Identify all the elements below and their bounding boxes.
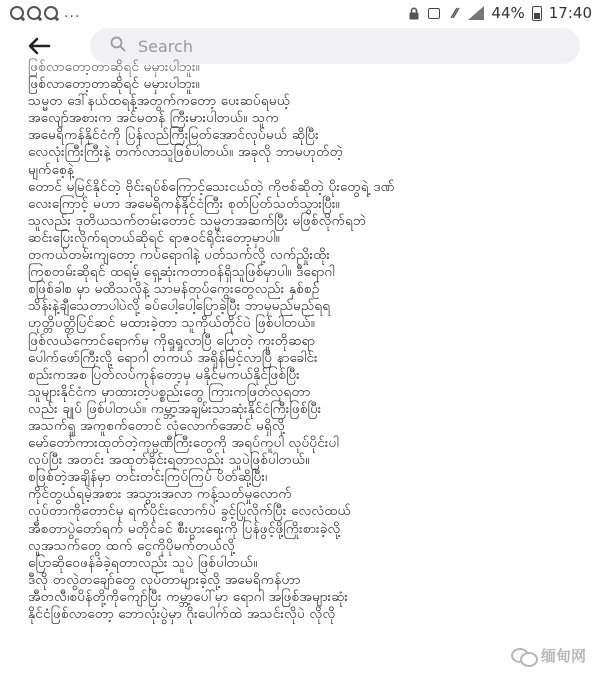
vibrate-icon [447, 6, 461, 20]
article-line: ဖြစ်လယ်ကောင်ရောက်မှ ကိုရှုရှုလာပြီ ပြောတဲ့ ကူးတိုဆရာ [28, 332, 316, 349]
article-line: အီစတာပွဲတော်ရက် မတိုင်ခင် စီးပွားရေးကို ပြန်ဖွင့်ဖို့ကြိုးစားခဲ့လို့ [28, 520, 341, 537]
article-line: ဆင်းပြေးလိုက်ရတယ်ဆိုရင် ရာဇဝင်ရိုင်းတော့မှာပါ။ [28, 229, 280, 246]
article-line: လုပ်တာကိုတောင်မှ ရက်ပိုင်းလောက်ပဲ ခွင့်ပြုလိုက်ပြီး လေလံထယ် [28, 503, 352, 520]
article-line: လူအသက်တွေ ထက် ငွေကိုပိုမက်တယ်လို့ [28, 537, 235, 554]
article-line: မော်တော်ကားထုတ်တဲ့ကုမ္ပဏီကြီးတွေကို အရပ်ကူပါ လုပ်ပိုင်းပါ [28, 435, 339, 452]
article-line: လည်း ချုပ် ဖြစ်ပါတယ်။ ကမ္ဘာ့အချမ်းသာဆုံးနိုင်ငံကြီးဖြစ်ပြီး [28, 400, 322, 417]
article-body [28, 59, 573, 682]
article-line: ကိုင်တွယ်ရမဲ့အစား အသွားအလာ ကန့်သတ်မှုလောက် [28, 486, 292, 503]
article-line: ပြောဆိုဝေဖန်ခံခဲ့ရတာလည်း သူပဲ ဖြစ်ပါတယ်။ [28, 554, 258, 571]
signal-icon [468, 6, 484, 20]
battery-percent: 44% [491, 4, 525, 22]
article-line: ဒီလို တလွဲတချော်တွေ လုပ်တာများခဲ့လို့ အမေရိကန်ဟာ [28, 571, 301, 588]
status-bar [0, 0, 600, 26]
article-line: ဖြစ်လာတော့တာဆိုရင် မမှားပါဘူး။ [28, 59, 200, 75]
article-line: သူလည်း ဒုတိယသက်တမ်းတောင် သမ္မတအဆက်ပြီး မဖြစ်လိုက်ရဘဲ [28, 212, 367, 229]
article-line: သူများနိုင်ငံက မှာထားတဲ့ပစ္စည်းတွေ ကြားကဖြတ်လုရတာ [28, 383, 311, 400]
notification-q-icon [10, 6, 24, 20]
article-line: ဖြစ်လာတော့တာဆိုရင် မမှားပါဘူး။ [28, 76, 200, 93]
clock-time: 17:40 [548, 4, 592, 22]
article-line: ကြစတမ်းဆိုရင် ထရမ့် ရှေ့ဆုံးကတာဝန်ရှိသူဖြစ်မှာပါ။ ဒီရောဂါ [28, 264, 335, 281]
article-line: အီတလီ၊စပိန်တို့ကိုကျော်ပြီး ကမ္ဘာ့ပေါ်မှာ ရောဂါ အဖြစ်အများဆုံး [28, 588, 349, 605]
notification-q-icon [27, 6, 41, 20]
back-arrow-icon[interactable] [24, 34, 54, 58]
article-line: ပေါက်ဖော်ကြီးလို့ ရောဂါ တကယ် အရှိန်မြင့်လာပြီ နာခေါင်း [28, 349, 318, 366]
article-line: ဟုတ္တိပတ္တိပြင်ဆင် မထားခဲ့တာ သူကိုယ်တိုင်ပဲ ဖြစ်ပါတယ်။ [28, 315, 316, 332]
article-line: စဖြစ်တဲ့အချိန်မှာ တင်းတင်းကြပ်ကြပ် ပိတ်ဆို့ပြီး၊ [28, 469, 268, 486]
watermark-text: 缅甸网 [540, 647, 586, 665]
article-line: လေးကြောင့် မဟာ အမေရိကန်နိုင်ငံကြီး စုတ်ပြတ်သတ်သွားပြီး။ [28, 195, 340, 212]
article-line: စဖြစ်ခါစ မှာ မထိသလိုနဲ့ သာမန်တုပ်ကွေးတွေလည်း နှစ်စဉ် [28, 281, 320, 298]
article-line: လုပ်ပြီး အတင်း အထုတ်ခိုင်းရတာလည်း သူပဲဖြစ်ပါတယ်။ [28, 452, 310, 469]
more-notifications-indicator: ... [64, 5, 81, 21]
article-line: သမ္မတ ဒေါ်နယ်ထရန့်အတွက်ကတော့ ပေးဆပ်ရမယ့် [28, 93, 291, 110]
battery-icon [532, 6, 542, 21]
watermark-logo-icon [511, 646, 537, 666]
article-line: အသက်ရှူ အကူစက်တောင် လုံလောက်အောင် မရှိလို့ [28, 417, 285, 434]
article-line: စည်းကအစ ပြတ်လပ်ကုန်တော့မှ မနိုင်မကယ်နိုင်ဖြစ်ပြီး [28, 366, 300, 383]
article-line: နိုင်ငံဖြစ်လာတော့ ဘောလုံးပွဲမှာ ဂိုးပေါက်ထဲ အသင်းလိုပဲ လိုလို [28, 606, 336, 622]
article-line: သိန်းနဲ့ချီသေတာပါပဲလို့ ခပ်ပေါ့ပေါ့ပြောခဲ့ပြီး ဘာမှမည်မည်ရရ [28, 298, 331, 315]
article-line: လေလုံးကြီးကြီးနဲ့ တက်လာသူဖြစ်ပါတယ်။ အခုလို ဘာမဟုတ်တဲ့ [28, 144, 344, 161]
status-left [10, 5, 80, 21]
article-line: တောင် မမြင်နိုင်တဲ့ ဗိုင်းရပ်စ်ကြောင့်သေးငယ်တဲ့ ကိုဗစ်ဆိုတဲ့ ပိုးတွေရဲ့ ဒဏ် [28, 178, 395, 195]
watermark [511, 645, 586, 666]
screen-icon [428, 8, 440, 19]
lock-icon [407, 6, 421, 20]
article-line: တကယ်တမ်းကျတော့ ကပ်ရောဂါနဲ့ ပတ်သက်လို့ လက်ညှိုးထိုး [28, 247, 330, 264]
search-icon [110, 36, 126, 56]
notification-q-icon [44, 6, 58, 20]
article-line: မျက်စေ့နဲ့ [28, 161, 75, 178]
article-line: အလျော်အစားက အင်မတန် ကြီးမားပါတယ်။ သူက [28, 110, 279, 127]
status-right [407, 4, 592, 22]
article-line: အမေရိကန်နိုင်ငံကို ပြန်လည်ကြီးမြတ်အောင်လုပ်မယ် ဆိုပြီး [28, 127, 319, 144]
search-input[interactable] [136, 36, 520, 57]
